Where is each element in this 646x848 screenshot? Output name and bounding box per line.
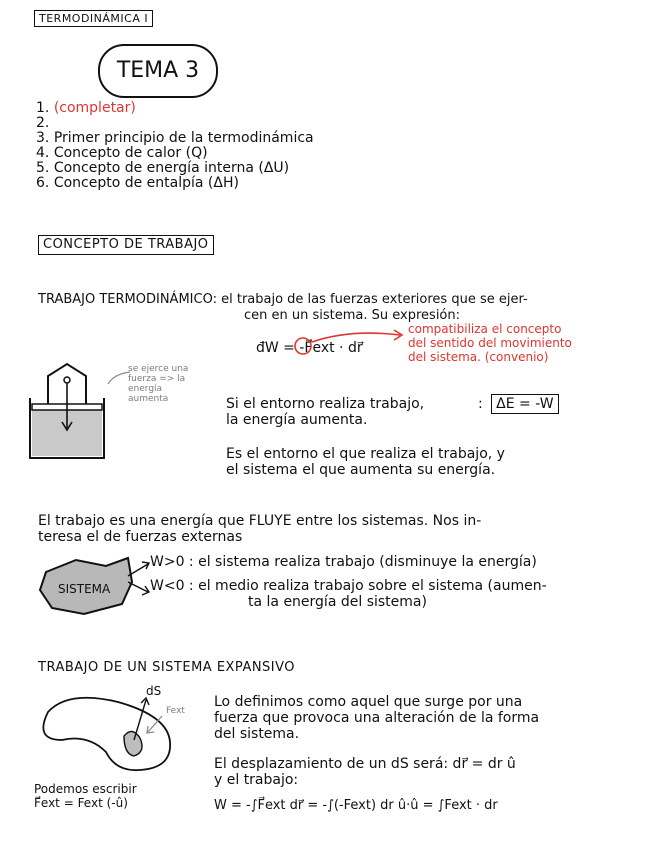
- work-formula: đW = -F⃗ext · dr⃗: [256, 340, 363, 356]
- tema-title: TEMA 3: [116, 58, 200, 83]
- ds-label: dS: [146, 684, 162, 698]
- boxed-formula: ΔE = -W: [491, 394, 558, 414]
- def-text: el trabajo de las fuerzas exteriores que se ejer-: [221, 292, 528, 307]
- podemos-escribir: [34, 782, 137, 810]
- convention-note-line: del sentido del movimiento: [408, 336, 572, 350]
- expansive-system-diagram: [28, 682, 188, 782]
- convention-note: [408, 322, 572, 364]
- index-number: 6.: [36, 175, 50, 191]
- para2-line: Es el entorno el que realiza el trabajo, y: [226, 446, 505, 462]
- para1: [226, 396, 424, 428]
- piston-note: [128, 364, 188, 404]
- piston-note-line: aumenta: [128, 394, 169, 404]
- final-work-formula: W = -∫F⃗ext dr⃗ = -∫(-Fext) dr û·û = ∫Fext · dr: [214, 798, 498, 813]
- para2-line: el sistema el que aumenta su energía.: [226, 462, 496, 478]
- course-tag: TERMODINÁMICA I: [34, 10, 153, 27]
- convention-note-line: compatibiliza el concepto: [408, 322, 562, 336]
- section-heading-expansivo: TRABAJO DE UN SISTEMA EXPANSIVO: [38, 660, 296, 675]
- expansive-definition: [214, 694, 539, 742]
- index-text: Concepto de calor (Q): [53, 145, 208, 161]
- para1-line: Si el entorno realiza trabajo,: [226, 396, 425, 412]
- index-text: Concepto de energía interna (ΔU): [53, 160, 290, 176]
- para3-line: El trabajo es una energía que FLUYE entre los sistemas. Nos in-: [38, 513, 482, 529]
- piston-note-line: energía: [128, 384, 163, 394]
- fext-label: Fext: [166, 706, 185, 716]
- expansive-def-line: fuerza que provoca una alteración de la forma: [214, 710, 540, 726]
- def-line-2: cen en un sistema. Su expresión:: [244, 308, 460, 323]
- index-item: [36, 115, 314, 130]
- convention-arrow-icon: [290, 325, 420, 365]
- def-line-1: [38, 292, 528, 308]
- w-negative: [150, 578, 547, 610]
- displacement-line: y el trabajo:: [214, 772, 299, 788]
- piston-note-line: se ejerce una: [128, 364, 189, 374]
- index-text: (completar): [53, 100, 136, 116]
- boxed-formula-wrap: : ΔE = -W: [478, 396, 559, 412]
- index-number: 2.: [36, 115, 50, 131]
- tema-title-bubble: [98, 44, 218, 98]
- expansive-def-line: Lo definimos como aquel que surge por una: [214, 694, 523, 710]
- para2: [226, 446, 505, 478]
- para1-line: la energía aumenta.: [226, 412, 368, 428]
- para3-line: teresa el de fuerzas externas: [38, 529, 243, 545]
- piston-note-line: fuerza => la: [128, 374, 186, 384]
- podemos-line: F⃗ext = Fext (-û): [34, 796, 128, 810]
- index-item: [36, 160, 314, 175]
- index-item: [36, 145, 314, 160]
- index-list: [36, 100, 314, 190]
- index-number: 4.: [36, 145, 50, 161]
- convention-note-line: del sistema. (convenio): [408, 350, 549, 364]
- index-number: 1.: [36, 100, 50, 116]
- podemos-line: Podemos escribir: [34, 782, 137, 796]
- index-number: 3.: [36, 130, 50, 146]
- index-text: Concepto de entalpía (ΔH): [53, 175, 239, 191]
- sistema-label: SISTEMA: [58, 582, 111, 596]
- index-item: [36, 100, 314, 115]
- def-label: TRABAJO TERMODINÁMICO:: [38, 292, 217, 307]
- index-number: 5.: [36, 160, 50, 176]
- w-negative-line: W<0 : el medio realiza trabajo sobre el sistema (aumen-: [150, 578, 547, 594]
- displacement-line: El desplazamiento de un dS será: dr⃗ = dr û: [214, 756, 516, 772]
- displacement-text: [214, 756, 516, 788]
- index-text: Primer principio de la termodinámica: [53, 130, 314, 146]
- w-negative-line: ta la energía del sistema): [248, 594, 427, 610]
- index-item: [36, 130, 314, 145]
- section-heading-trabajo: CONCEPTO DE TRABAJO: [38, 235, 214, 255]
- expansive-def-line: del sistema.: [214, 726, 300, 742]
- para3: [38, 513, 481, 545]
- index-item: [36, 175, 314, 190]
- w-positive: W>0 : el sistema realiza trabajo (disminuye la energía): [150, 554, 537, 570]
